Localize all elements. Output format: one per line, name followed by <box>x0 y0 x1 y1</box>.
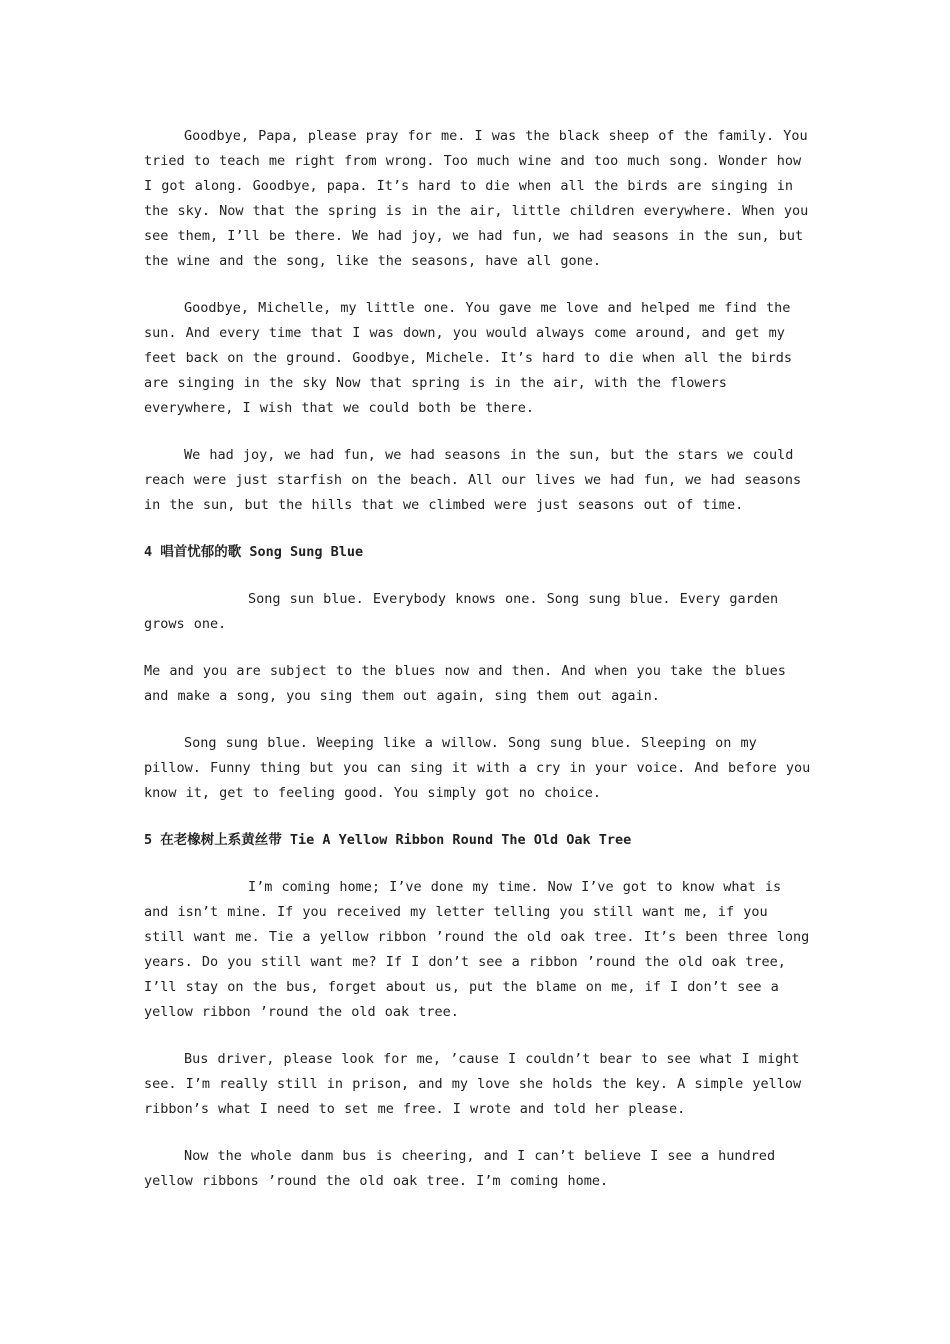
section-heading-yellow-ribbon: 5 在老橡树上系黄丝带 Tie A Yellow Ribbon Round The Old Oak Tree <box>144 832 632 848</box>
paragraph-goodbye-papa: Goodbye, Papa, please pray for me. I was the black sheep of the family. You tried to teach me right from wrong. Too much wine and too much song. Wonder how I got along. Goodbye, papa. It’s hard to die when all the birds are singing in the sky. Now that the spring is in the air, little children everywhere. When you see them, I’ll be there. We had joy, we had fun, we had seasons in the sun, but the wine and the song, like the seasons, have all gone. <box>144 128 809 269</box>
document-page <box>144 124 812 1216</box>
paragraph-bus-cheering: Now the whole danm bus is cheering, and I can’t believe I see a hundred yellow ribbons ’round the old oak tree. I’m coming home. <box>144 1148 776 1189</box>
paragraph-coming-home: I’m coming home; I’ve done my time. Now I’ve got to know what is and isn’t mine. If you received my letter telling you still want me, if you still want me. Tie a yellow ribbon ’round the old oak tree. It’s been three long years. Do you still want me? If I don’t see a ribbon ’round the old oak tree, I’ll stay on the bus, forget about us, put the blame on me, if I don’t see a yellow ribbon ’round the old oak tree. <box>144 879 810 1020</box>
paragraph-we-had-joy: We had joy, we had fun, we had seasons in the sun, but the stars we could reach were just starfish on the beach. All our lives we had fun, we had seasons in the sun, but the hills that we climbed were just seasons out of time. <box>144 447 802 513</box>
paragraph-me-and-you: Me and you are subject to the blues now and then. And when you take the blues and make a song, you sing them out again, sing them out again. <box>144 663 786 704</box>
paragraph-goodbye-michelle: Goodbye, Michelle, my little one. You gave me love and helped me find the sun. And every time that I was down, you would always come around, and get my feet back on the ground. Goodbye, Michele. It’s hard to die when all the birds are singing in the sky Now that spring is in the air, with the flowers everywhere, I wish that we could both be there. <box>144 300 792 416</box>
paragraph-bus-driver: Bus driver, please look for me, ’cause I couldn’t bear to see what I might see. I’m really still in prison, and my love she holds the key. A simple yellow ribbon’s what I need to set me free. I wrote and told her please. <box>144 1051 802 1117</box>
paragraph-song-sun-blue: Song sun blue. Everybody knows one. Song sung blue. Every garden grows one. <box>144 591 779 632</box>
section-heading-song-sung-blue: 4 唱首忧郁的歌 Song Sung Blue <box>144 544 364 560</box>
paragraph-weeping-willow: Song sung blue. Weeping like a willow. Song sung blue. Sleeping on my pillow. Funny thing but you can sing it with a cry in your voice. And before you know it, get to feeling good. You simply got no choice. <box>144 735 811 801</box>
